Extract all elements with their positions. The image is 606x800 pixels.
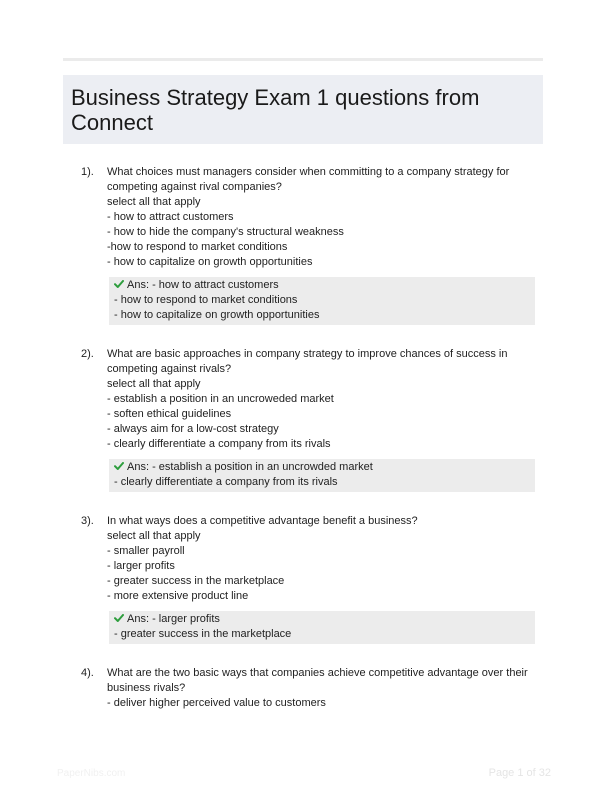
answer-line [114, 612, 531, 627]
answer-text: - clearly differentiate a company from its rivals [114, 476, 338, 488]
question-line: In what ways does a competitive advantage benefit a business? [107, 515, 418, 527]
answer-text: - how to capitalize on growth opportunities [114, 309, 320, 321]
question-line: select all that apply [107, 378, 201, 390]
question-item [63, 165, 543, 325]
question-line: What are basic approaches in company strategy to improve chances of success in [107, 348, 508, 360]
question-text [107, 165, 543, 270]
question-number: 2). [81, 348, 94, 360]
answer-box [109, 611, 535, 644]
question-number: 3). [81, 515, 94, 527]
answer-text: Ans: - larger profits [127, 613, 220, 625]
answer-line [114, 278, 531, 293]
question-item [63, 347, 543, 492]
answer-line [114, 293, 531, 308]
title-banner [63, 75, 543, 144]
answer-text: Ans: - establish a position in an uncrowded market [127, 461, 373, 473]
question-number: 1). [81, 166, 94, 178]
question-text [107, 666, 543, 711]
question-line: - always aim for a low-cost strategy [107, 423, 279, 435]
question-line: - how to hide the company's structural weakness [107, 226, 344, 238]
question-line: competing against rivals? [107, 363, 232, 375]
answer-line [114, 475, 531, 490]
question-item [63, 514, 543, 644]
question-line: - how to capitalize on growth opportunities [107, 256, 313, 268]
answer-line [114, 308, 531, 323]
question-text [107, 347, 543, 452]
question-line: select all that apply [107, 196, 201, 208]
question-number: 4). [81, 667, 94, 679]
footer-watermark: PaperNibs.com [57, 768, 126, 779]
question-line: What choices must managers consider when committing to a company strategy for [107, 166, 510, 178]
question-list [63, 165, 543, 711]
question-line: - more extensive product line [107, 590, 249, 602]
question-line: - deliver higher perceived value to customers [107, 697, 326, 709]
question-line: - greater success in the marketplace [107, 575, 285, 587]
question-item [63, 666, 543, 711]
question-line: - soften ethical guidelines [107, 408, 232, 420]
question-line: - clearly differentiate a company from its rivals [107, 438, 331, 450]
check-icon [114, 614, 124, 622]
question-line: - larger profits [107, 560, 175, 572]
page-title: Business Strategy Exam 1 questions from Connect [71, 85, 480, 135]
page-number: Page 1 of 32 [488, 767, 551, 779]
answer-text: Ans: - how to attract customers [127, 279, 279, 291]
question-line: competing against rival companies? [107, 181, 282, 193]
question-line: select all that apply [107, 530, 201, 542]
question-line: business rivals? [107, 682, 186, 694]
answer-line [114, 460, 531, 475]
question-text [107, 514, 543, 604]
answer-box [109, 459, 535, 492]
answer-text: - greater success in the marketplace [114, 628, 292, 640]
question-line: - establish a position in an uncroweded market [107, 393, 334, 405]
top-divider [63, 58, 543, 61]
answer-text: - how to respond to market conditions [114, 294, 298, 306]
question-line: What are the two basic ways that companies achieve competitive advantage over their [107, 667, 528, 679]
answer-line [114, 627, 531, 642]
answer-box [109, 277, 535, 325]
question-line: - how to attract customers [107, 211, 234, 223]
check-icon [114, 280, 124, 288]
question-line: -how to respond to market conditions [107, 241, 288, 253]
check-icon [114, 462, 124, 470]
question-line: - smaller payroll [107, 545, 185, 557]
